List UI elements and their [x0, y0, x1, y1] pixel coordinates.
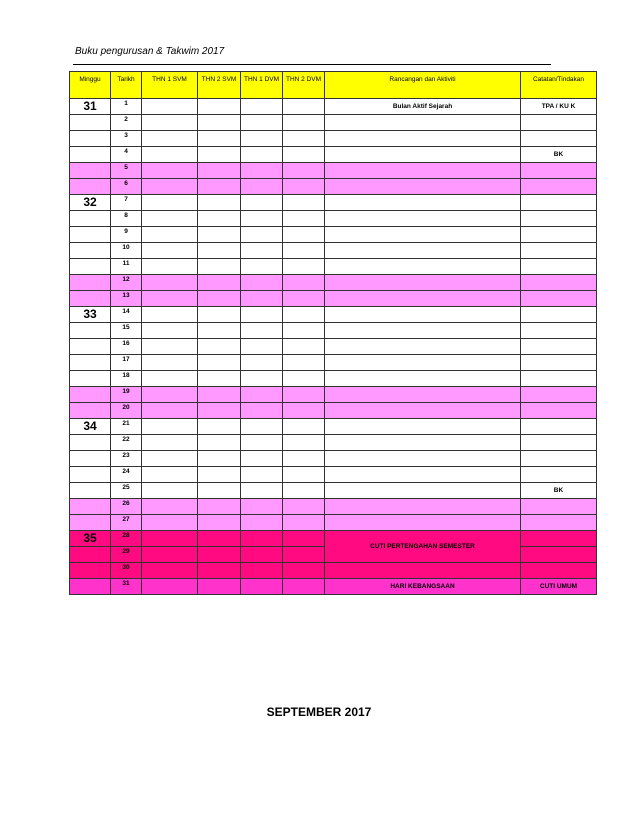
- week-number: [70, 323, 111, 339]
- class-cell: [283, 275, 325, 291]
- week-number: [70, 211, 111, 227]
- activity-cell: [325, 355, 521, 371]
- week-number: [70, 163, 111, 179]
- class-cell: [198, 259, 241, 275]
- note-cell: [521, 163, 597, 179]
- class-cell: [283, 579, 325, 595]
- class-cell: [283, 403, 325, 419]
- class-cell: [241, 115, 283, 131]
- table-row: [70, 323, 597, 339]
- table-header-row: [70, 72, 597, 99]
- class-cell: [142, 419, 198, 435]
- class-cell: [283, 323, 325, 339]
- note-cell: [521, 371, 597, 387]
- class-cell: [241, 419, 283, 435]
- week-number: [70, 483, 111, 499]
- class-cell: [241, 355, 283, 371]
- class-cell: [198, 307, 241, 323]
- table-row: [70, 371, 597, 387]
- class-cell: [241, 531, 283, 547]
- date-cell: 23: [111, 451, 142, 467]
- date-cell: 5: [111, 163, 142, 179]
- class-cell: [241, 323, 283, 339]
- table-row: [70, 419, 597, 435]
- week-number: [70, 435, 111, 451]
- class-cell: [198, 179, 241, 195]
- class-cell: [198, 483, 241, 499]
- class-cell: [198, 499, 241, 515]
- note-cell: [521, 243, 597, 259]
- activity-cell: [325, 387, 521, 403]
- class-cell: [283, 163, 325, 179]
- class-cell: [241, 227, 283, 243]
- activity-cell: [325, 211, 521, 227]
- class-cell: [241, 467, 283, 483]
- note-cell: [521, 451, 597, 467]
- activity-cell: Bulan Aktif Sejarah: [325, 99, 521, 115]
- class-cell: [283, 355, 325, 371]
- activity-cell: [325, 515, 521, 531]
- activity-cell: [325, 275, 521, 291]
- activity-cell: [325, 371, 521, 387]
- note-cell: [521, 531, 597, 547]
- note-cell: BK: [521, 483, 597, 499]
- note-cell: [521, 259, 597, 275]
- note-cell: [521, 211, 597, 227]
- week-number: [70, 515, 111, 531]
- date-cell: 10: [111, 243, 142, 259]
- column-header: THN 1 SVM: [142, 72, 198, 99]
- class-cell: [142, 531, 198, 547]
- class-cell: [241, 163, 283, 179]
- note-cell: [521, 387, 597, 403]
- date-cell: 15: [111, 323, 142, 339]
- column-header: Tarikh: [111, 72, 142, 99]
- class-cell: [241, 195, 283, 211]
- activity-cell: [325, 339, 521, 355]
- class-cell: [241, 275, 283, 291]
- class-cell: [142, 275, 198, 291]
- class-cell: [198, 275, 241, 291]
- note-cell: [521, 307, 597, 323]
- class-cell: [283, 147, 325, 163]
- date-cell: 8: [111, 211, 142, 227]
- column-header: Minggu: [70, 72, 111, 99]
- date-cell: 6: [111, 179, 142, 195]
- activity-cell: [325, 163, 521, 179]
- week-number: [70, 547, 111, 563]
- table-row: [70, 243, 597, 259]
- class-cell: [198, 211, 241, 227]
- table-row: [70, 483, 597, 499]
- column-header: Catatan/Tindakan: [521, 72, 597, 99]
- week-number: 32: [70, 195, 111, 211]
- class-cell: [142, 147, 198, 163]
- note-cell: [521, 195, 597, 211]
- class-cell: [142, 259, 198, 275]
- column-header: Rancangan dan Aktiviti: [325, 72, 521, 99]
- table-row: [70, 147, 597, 163]
- class-cell: [142, 579, 198, 595]
- table-row: [70, 115, 597, 131]
- class-cell: [241, 499, 283, 515]
- week-number: [70, 291, 111, 307]
- class-cell: [283, 243, 325, 259]
- class-cell: [241, 483, 283, 499]
- table-body: [70, 99, 597, 595]
- table-row: [70, 211, 597, 227]
- activity-cell: [325, 403, 521, 419]
- class-cell: [198, 515, 241, 531]
- date-cell: 20: [111, 403, 142, 419]
- activity-cell: [325, 291, 521, 307]
- class-cell: [142, 307, 198, 323]
- note-cell: BK: [521, 147, 597, 163]
- date-cell: 7: [111, 195, 142, 211]
- class-cell: [241, 579, 283, 595]
- week-number: [70, 275, 111, 291]
- table-row: [70, 387, 597, 403]
- table-row: [70, 451, 597, 467]
- table-row: [70, 579, 597, 595]
- table-row: [70, 179, 597, 195]
- class-cell: [198, 451, 241, 467]
- class-cell: [198, 147, 241, 163]
- class-cell: [241, 307, 283, 323]
- week-number: 35: [70, 531, 111, 547]
- class-cell: [283, 419, 325, 435]
- class-cell: [142, 403, 198, 419]
- class-cell: [283, 259, 325, 275]
- table-row: [70, 307, 597, 323]
- class-cell: [283, 211, 325, 227]
- class-cell: [241, 179, 283, 195]
- week-number: [70, 259, 111, 275]
- activity-cell: [325, 499, 521, 515]
- date-cell: 14: [111, 307, 142, 323]
- class-cell: [241, 243, 283, 259]
- date-cell: 9: [111, 227, 142, 243]
- note-cell: [521, 435, 597, 451]
- class-cell: [241, 371, 283, 387]
- note-cell: [521, 499, 597, 515]
- header-rule: [73, 64, 551, 65]
- table-row: [70, 195, 597, 211]
- table-row: [70, 563, 597, 579]
- note-cell: [521, 115, 597, 131]
- week-number: 31: [70, 99, 111, 115]
- class-cell: [283, 307, 325, 323]
- class-cell: [283, 371, 325, 387]
- class-cell: [142, 131, 198, 147]
- class-cell: [142, 339, 198, 355]
- date-cell: 13: [111, 291, 142, 307]
- class-cell: [198, 131, 241, 147]
- week-number: [70, 371, 111, 387]
- document-header: Buku pengurusan & Takwim 2017: [75, 46, 225, 57]
- class-cell: [142, 243, 198, 259]
- class-cell: [283, 435, 325, 451]
- date-cell: 17: [111, 355, 142, 371]
- column-header: THN 2 DVM: [283, 72, 325, 99]
- table-row: [70, 99, 597, 115]
- date-cell: 16: [111, 339, 142, 355]
- week-number: [70, 227, 111, 243]
- class-cell: [241, 515, 283, 531]
- class-cell: [241, 99, 283, 115]
- class-cell: [142, 371, 198, 387]
- week-number: 34: [70, 419, 111, 435]
- activity-cell: [325, 563, 521, 579]
- table-row: [70, 467, 597, 483]
- date-cell: 31: [111, 579, 142, 595]
- week-number: [70, 243, 111, 259]
- class-cell: [142, 451, 198, 467]
- activity-cell: [325, 195, 521, 211]
- note-cell: [521, 291, 597, 307]
- activity-cell: [325, 451, 521, 467]
- week-number: [70, 179, 111, 195]
- table-row: [70, 355, 597, 371]
- table-row: [70, 163, 597, 179]
- table-row: [70, 499, 597, 515]
- month-title: SEPTEMBER 2017: [266, 705, 372, 719]
- class-cell: [283, 547, 325, 563]
- week-number: [70, 115, 111, 131]
- class-cell: [198, 355, 241, 371]
- class-cell: [198, 323, 241, 339]
- class-cell: [198, 403, 241, 419]
- class-cell: [283, 99, 325, 115]
- note-cell: [521, 547, 597, 563]
- activity-cell: [325, 259, 521, 275]
- class-cell: [283, 179, 325, 195]
- class-cell: [283, 451, 325, 467]
- week-number: [70, 147, 111, 163]
- class-cell: [241, 403, 283, 419]
- class-cell: [198, 339, 241, 355]
- class-cell: [198, 371, 241, 387]
- class-cell: [241, 451, 283, 467]
- note-cell: [521, 467, 597, 483]
- class-cell: [283, 483, 325, 499]
- class-cell: [198, 435, 241, 451]
- class-cell: [142, 547, 198, 563]
- note-cell: [521, 131, 597, 147]
- class-cell: [142, 195, 198, 211]
- table-row: [70, 275, 597, 291]
- note-cell: [521, 227, 597, 243]
- class-cell: [283, 387, 325, 403]
- activity-cell: [325, 435, 521, 451]
- activity-cell: [325, 115, 521, 131]
- activity-cell: [325, 131, 521, 147]
- class-cell: [142, 291, 198, 307]
- note-cell: [521, 355, 597, 371]
- class-cell: [283, 195, 325, 211]
- activity-cell: [325, 483, 521, 499]
- class-cell: [142, 323, 198, 339]
- class-cell: [142, 483, 198, 499]
- note-cell: [521, 339, 597, 355]
- class-cell: [142, 355, 198, 371]
- class-cell: [142, 435, 198, 451]
- class-cell: [142, 499, 198, 515]
- date-cell: 29: [111, 547, 142, 563]
- table-row: [70, 291, 597, 307]
- week-number: [70, 499, 111, 515]
- class-cell: [241, 563, 283, 579]
- class-cell: [142, 563, 198, 579]
- class-cell: [241, 291, 283, 307]
- date-cell: 1: [111, 99, 142, 115]
- date-cell: 24: [111, 467, 142, 483]
- table-row: [70, 515, 597, 531]
- date-cell: 11: [111, 259, 142, 275]
- class-cell: [198, 115, 241, 131]
- note-cell: [521, 179, 597, 195]
- class-cell: [198, 243, 241, 259]
- class-cell: [283, 227, 325, 243]
- class-cell: [198, 387, 241, 403]
- class-cell: [142, 163, 198, 179]
- activity-cell: [325, 323, 521, 339]
- class-cell: [142, 387, 198, 403]
- date-cell: 2: [111, 115, 142, 131]
- column-header: THN 2 SVM: [198, 72, 241, 99]
- table-row: [70, 259, 597, 275]
- activity-cell: [325, 419, 521, 435]
- date-cell: 21: [111, 419, 142, 435]
- class-cell: [142, 515, 198, 531]
- class-cell: [283, 291, 325, 307]
- class-cell: [198, 419, 241, 435]
- class-cell: [241, 435, 283, 451]
- class-cell: [198, 563, 241, 579]
- date-cell: 26: [111, 499, 142, 515]
- class-cell: [142, 467, 198, 483]
- week-number: [70, 387, 111, 403]
- class-cell: [198, 291, 241, 307]
- class-cell: [198, 227, 241, 243]
- class-cell: [142, 227, 198, 243]
- date-cell: 25: [111, 483, 142, 499]
- activity-cell: [325, 307, 521, 323]
- date-cell: 4: [111, 147, 142, 163]
- activity-cell: CUTI PERTENGAHAN SEMESTER: [325, 531, 521, 563]
- table-row: [70, 131, 597, 147]
- activity-cell: [325, 227, 521, 243]
- class-cell: [283, 339, 325, 355]
- class-cell: [198, 547, 241, 563]
- class-cell: [283, 467, 325, 483]
- date-cell: 30: [111, 563, 142, 579]
- class-cell: [198, 531, 241, 547]
- activity-cell: [325, 243, 521, 259]
- week-number: [70, 131, 111, 147]
- week-number: [70, 339, 111, 355]
- note-cell: [521, 275, 597, 291]
- class-cell: [198, 99, 241, 115]
- class-cell: [283, 499, 325, 515]
- note-cell: [521, 323, 597, 339]
- note-cell: CUTI UMUM: [521, 579, 597, 595]
- class-cell: [142, 211, 198, 227]
- table-row: [70, 531, 597, 547]
- class-cell: [142, 99, 198, 115]
- class-cell: [283, 115, 325, 131]
- date-cell: 27: [111, 515, 142, 531]
- week-number: [70, 355, 111, 371]
- date-cell: 22: [111, 435, 142, 451]
- class-cell: [142, 115, 198, 131]
- activity-cell: [325, 467, 521, 483]
- class-cell: [283, 131, 325, 147]
- class-cell: [241, 547, 283, 563]
- class-cell: [241, 147, 283, 163]
- class-cell: [283, 563, 325, 579]
- class-cell: [198, 163, 241, 179]
- column-header: THN 1 DVM: [241, 72, 283, 99]
- activity-cell: HARI KEBANGSAAN: [325, 579, 521, 595]
- date-cell: 28: [111, 531, 142, 547]
- table-row: [70, 339, 597, 355]
- activity-cell: [325, 147, 521, 163]
- class-cell: [198, 195, 241, 211]
- date-cell: 18: [111, 371, 142, 387]
- class-cell: [241, 339, 283, 355]
- class-cell: [142, 179, 198, 195]
- class-cell: [241, 387, 283, 403]
- class-cell: [241, 211, 283, 227]
- note-cell: TPA / KU K: [521, 99, 597, 115]
- class-cell: [198, 467, 241, 483]
- week-number: 33: [70, 307, 111, 323]
- class-cell: [283, 515, 325, 531]
- note-cell: [521, 403, 597, 419]
- note-cell: [521, 515, 597, 531]
- week-number: [70, 563, 111, 579]
- note-cell: [521, 563, 597, 579]
- table-row: [70, 403, 597, 419]
- calendar-table: [69, 71, 597, 595]
- table-row: [70, 435, 597, 451]
- class-cell: [283, 531, 325, 547]
- activity-cell: [325, 179, 521, 195]
- week-number: [70, 579, 111, 595]
- class-cell: [241, 259, 283, 275]
- week-number: [70, 403, 111, 419]
- class-cell: [241, 131, 283, 147]
- class-cell: [198, 579, 241, 595]
- date-cell: 3: [111, 131, 142, 147]
- date-cell: 19: [111, 387, 142, 403]
- week-number: [70, 467, 111, 483]
- table-row: [70, 227, 597, 243]
- note-cell: [521, 419, 597, 435]
- week-number: [70, 451, 111, 467]
- date-cell: 12: [111, 275, 142, 291]
